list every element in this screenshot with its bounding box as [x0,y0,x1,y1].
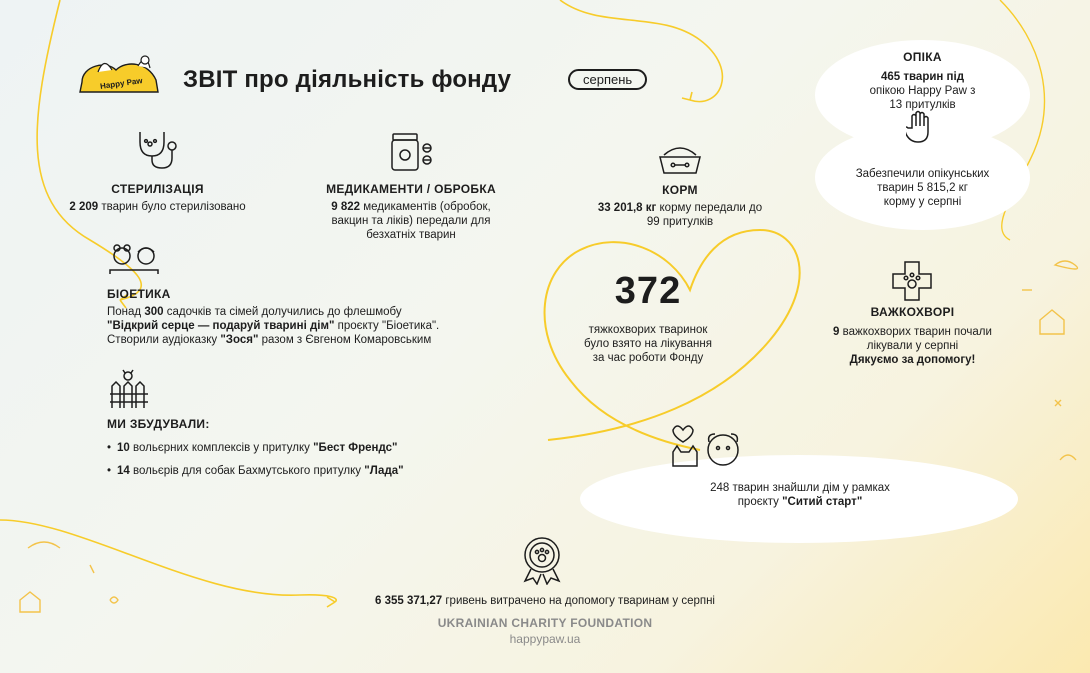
bioethics-line1-post: садочків та сімей долучились до флешмобу [163,306,402,318]
medicine-block [300,182,522,242]
built-item-1 [107,442,397,454]
adopted-block [640,481,960,509]
adopted-line1: 248 тварин знайшли дім у рамках [710,482,890,494]
built-item-1-shelter: "Бест Френдс" [313,442,398,454]
built-item-2-shelter: "Лада" [364,465,404,477]
treatment-line3: за час роботи Фонду [592,352,704,364]
opika-care-block [825,167,1020,209]
severe-heading: ВАЖКОХВОРІ [870,305,955,319]
built-item-2-text: вольєрів для собак Бахмутського притулку [129,465,365,477]
children-icon [108,242,160,281]
bullet-icon: • [107,465,112,477]
spent-text: гривень витрачено на допомогу тваринам у серпні [442,595,715,607]
footer-site-link[interactable]: happypaw.ua [509,632,581,646]
opika-care-line3: корму у серпні [883,196,962,208]
treatment-line1: тяжкохворих тваринок [588,324,708,336]
adopted-line2-pre: проєкту [737,496,783,508]
severe-line1: важкохворих тварин почали [839,326,992,338]
built-item-2-number: 14 [117,465,130,477]
bioethics-block [107,287,527,347]
sterilization-block [40,182,275,214]
food-block [570,183,790,229]
medicine-number: 9 822 [331,201,361,213]
bioethics-heading: БІОЕТИКА [107,287,171,301]
medicine-heading: МЕДИКАМЕНТИ / ОБРОБКА [326,182,496,196]
severe-block [805,305,1020,367]
sterilization-text: тварин було стерилізовано [98,201,246,213]
spent-line [300,594,790,608]
footer-org: UKRAINIAN CHARITY FOUNDATION [437,616,653,630]
food-line1: корму передали до [656,202,763,214]
cat-dog-heart-icon [669,420,745,473]
severe-line2: лікували у серпні [866,340,959,352]
opika-line1: 465 тварин під [880,71,964,83]
food-bowl-icon [658,143,702,182]
stethoscope-icon [134,128,180,175]
severe-number: 9 [833,326,840,338]
award-paw-icon [519,535,565,590]
opika-care-line1: Забезпечили опікунських [855,168,990,180]
medicine-line1: медикаментів (обробок, [360,201,491,213]
happy-paw-logo [76,52,162,96]
logo-text: Happy Paw [99,76,144,91]
page-title: ЗВІТ про діяльність фонду [183,66,512,93]
raised-hand-icon [906,110,936,151]
spent-amount: 6 355 371,27 [375,595,443,607]
bullet-icon: • [107,442,112,454]
bioethics-audiotale: "Зося" [220,334,259,346]
opika-heading: ОПІКА [903,50,942,64]
bioethics-number: 300 [144,306,164,318]
severe-thanks: Дякуємо за допомогу! [849,354,976,366]
food-heading: КОРМ [662,183,698,197]
food-line2: 99 притулків [646,216,714,228]
opika-block [815,50,1030,112]
bioethics-line2-post: проєкту "Біоетика". [334,320,440,332]
bioethics-flashmob: "Відкрий серце — подаруй тварині дім" [107,320,335,332]
adopted-project: "Ситий старт" [782,496,863,508]
built-item-2 [107,465,404,477]
bioethics-line3-pre: Створили аудіоказку [107,334,221,346]
treatment-block [553,323,743,365]
medicine-line2: вакцин та ліків) передали для [331,215,491,227]
opika-line3: 13 притулків [889,99,956,111]
built-item-1-text: вольєрних комплексів у притулку [129,442,314,454]
bioethics-line1-pre: Понад [107,306,145,318]
built-item-1-number: 10 [117,442,130,454]
medical-cross-paw-icon [891,260,933,307]
enclosure-icon [108,368,150,415]
built-heading: МИ ЗБУДУВАЛИ: [107,417,210,431]
sterilization-number: 2 209 [69,201,99,213]
opika-care-line2: тварин 5 815,2 кг [877,182,968,194]
sterilization-heading: СТЕРИЛІЗАЦІЯ [111,182,204,196]
food-number: 33 201,8 кг [597,202,657,214]
bioethics-line3-post: разом з Євгеном Комаровським [258,334,432,346]
medicine-jar-icon [390,130,436,177]
opika-line2: опікою Happy Paw з [869,85,976,97]
medicine-line3: безхатніх тварин [366,229,456,241]
treatment-number: 372 [614,270,682,312]
treatment-line2: було взято на лікування [584,338,712,350]
period-badge: серпень [568,69,647,90]
